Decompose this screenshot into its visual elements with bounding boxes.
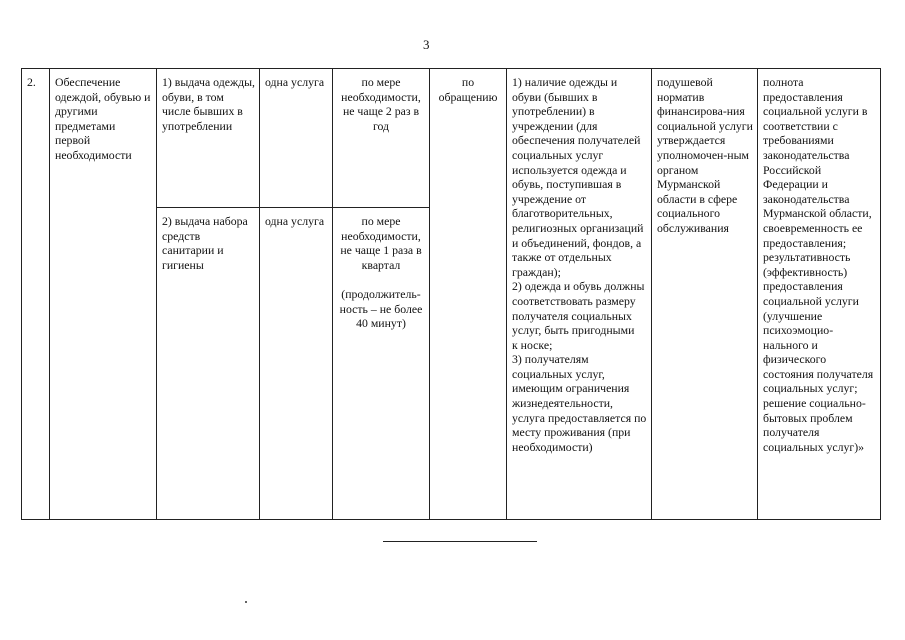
table-row	[22, 69, 881, 208]
sub-service-frequency-cell: по мере необходимости, не чаще 2 раз в год	[333, 69, 430, 208]
normative-cell: подушевой норматив финансирова-ния социальной услуги утверждается уполномочен-ным органом Мурманской области в сфере социального обслуживания	[652, 69, 758, 520]
social-services-table	[21, 68, 881, 520]
provision-term-cell: по обращению	[430, 69, 507, 520]
conditions-cell: 1) наличие одежды и обуви (бывших в употреблении) в учреждении (для обеспечения получателей социальных услуг используется одежда и обувь, поступившая в учреждение от благотворительных, религиозных организаций и объединений, фондов, а также от отдельных граждан); 2) одежда и обувь должны соответствовать размеру получателя социальных услуг, быть пригодными к носке; 3) получателям социальных услуг, имеющим ограничения жизнедеятельности, услуга предоставляется по месту проживания (при необходимости)	[507, 69, 652, 520]
sub-service-frequency-cell: по мере необходимости, не чаще 1 раза в квартал (продолжитель-ность – не более 40 минут)	[333, 208, 430, 520]
sub-service-unit-cell: одна услуга	[260, 69, 333, 208]
row-number-cell: 2.	[22, 69, 50, 520]
service-name-cell: Обеспечение одеждой, обувью и другими предметами первой необходимости	[50, 69, 157, 520]
stray-dot-mark	[245, 601, 247, 603]
quality-cell: полнота предоставления социальной услуги в соответствии с требованиями законодательства Российской Федерации и законодательства Мурманской области, своевременность ее предоставления; результативность (эффективность) предоставления социальной услуги (улучшение психоэмоцио-нального и физического состояния получателя социальных услуг; решение социально-бытовых проблем получателя социальных услуг)»	[758, 69, 881, 520]
sub-service-name-cell: 1) выдача одежды, обуви, в том числе бывших в употреблении	[157, 69, 260, 208]
sub-service-unit-cell: одна услуга	[260, 208, 333, 520]
end-rule-divider	[383, 541, 537, 542]
sub-service-name-cell: 2) выдача набора средств санитарии и гигиены	[157, 208, 260, 520]
page-number: 3	[423, 37, 430, 52]
